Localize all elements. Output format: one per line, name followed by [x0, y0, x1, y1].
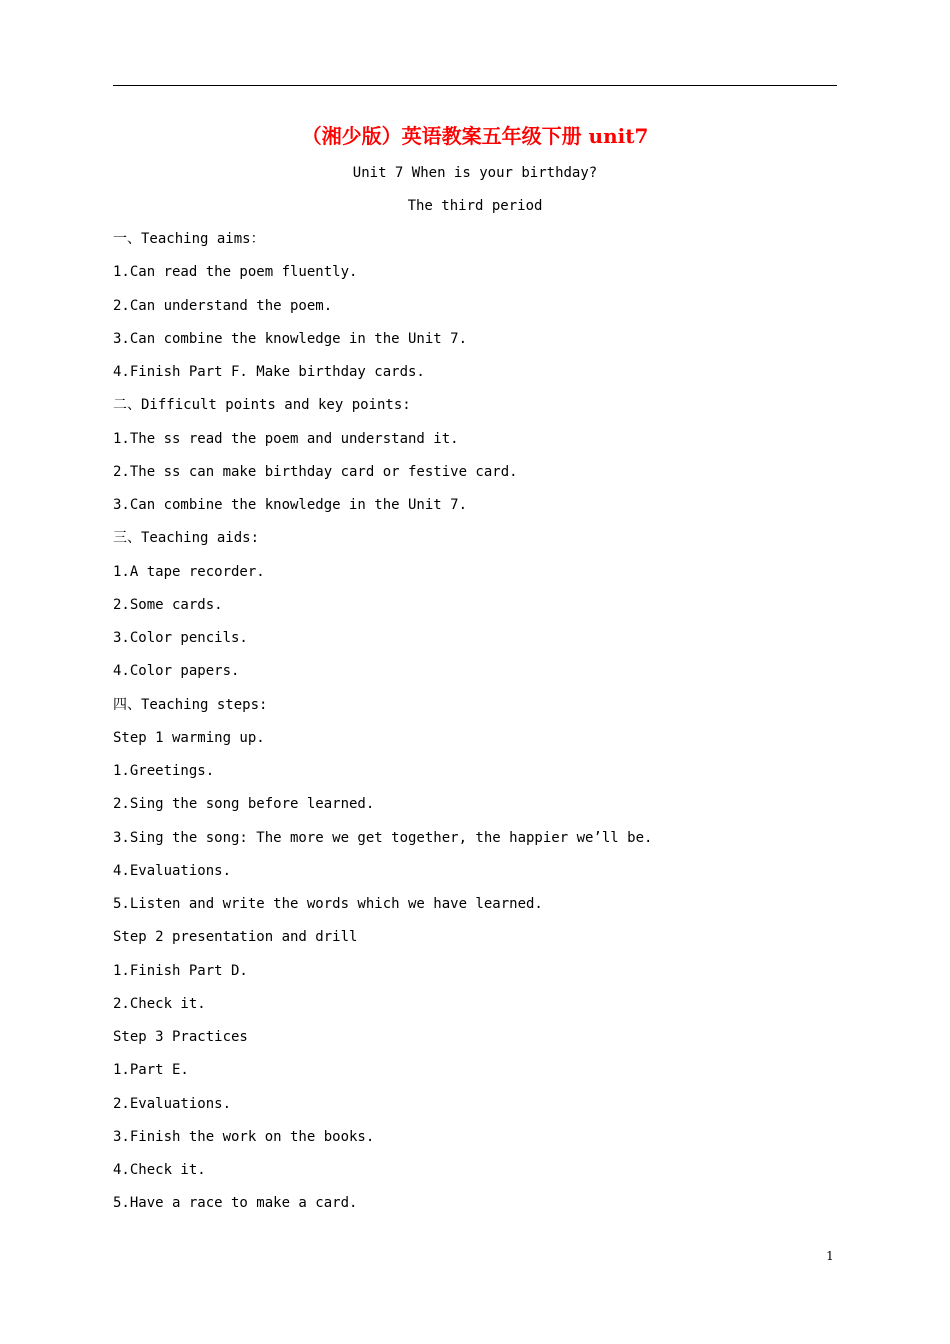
body-line: 5.Have a race to make a card. — [113, 1195, 358, 1212]
body-line: 1.Part E. — [113, 1062, 189, 1079]
body-line: 4.Color papers. — [113, 663, 240, 680]
document-title: （湘少版）英语教案五年级下册 unit7 — [301, 124, 649, 148]
step-heading: Step 2 presentation and drill — [113, 929, 358, 946]
section-heading-aims: 一、Teaching aims： — [113, 231, 265, 247]
unit-subtitle: Unit 7 When is your birthday? — [352, 165, 598, 181]
step-heading: Step 1 warming up. — [113, 729, 265, 746]
lesson-plan-body — [113, 229, 837, 1227]
body-line: 3.Sing the song: The more we get together, the happier we’ll be. — [113, 829, 653, 846]
body-line: 4.Finish Part F. Make birthday cards. — [113, 364, 425, 380]
step-heading: Step 3 Practices — [113, 1029, 248, 1045]
page-number: 1 — [826, 1249, 834, 1263]
body-line: 1.Can read the poem fluently. — [113, 264, 358, 281]
body-line: 2.Evaluations. — [113, 1095, 232, 1112]
body-line: 1.A tape recorder. — [113, 563, 265, 580]
body-line: 2.Sing the song before learned. — [113, 796, 375, 813]
body-line: 2.Some cards. — [113, 596, 223, 613]
body-line: 5.Listen and write the words which we have learned. — [113, 896, 543, 912]
body-line: 3.Can combine the knowledge in the Unit 7. — [113, 497, 468, 513]
body-line: 3.Can combine the knowledge in the Unit 7. — [113, 330, 468, 347]
body-line: 4.Evaluations. — [113, 862, 232, 879]
body-line: 1.The ss read the poem and understand it. — [113, 430, 459, 447]
section-heading-aids: 三、Teaching aids: — [113, 530, 260, 547]
body-line: 1.Finish Part D. — [113, 962, 248, 979]
body-line: 2.Check it. — [113, 995, 206, 1012]
period-subtitle: The third period — [407, 198, 543, 214]
section-heading-key-points: 二、Difficult points and key points: — [113, 397, 411, 414]
body-line: 4.Check it. — [113, 1162, 206, 1178]
section-heading-steps: 四、Teaching steps: — [113, 696, 268, 713]
body-line: 1.Greetings. — [113, 763, 215, 779]
body-line: 2.Can understand the poem. — [113, 297, 333, 314]
body-line: 3.Finish the work on the books. — [113, 1128, 375, 1145]
header-rule — [113, 85, 837, 86]
body-line: 2.The ss can make birthday card or festive card. — [113, 463, 518, 480]
body-line: 3.Color pencils. — [113, 630, 248, 646]
